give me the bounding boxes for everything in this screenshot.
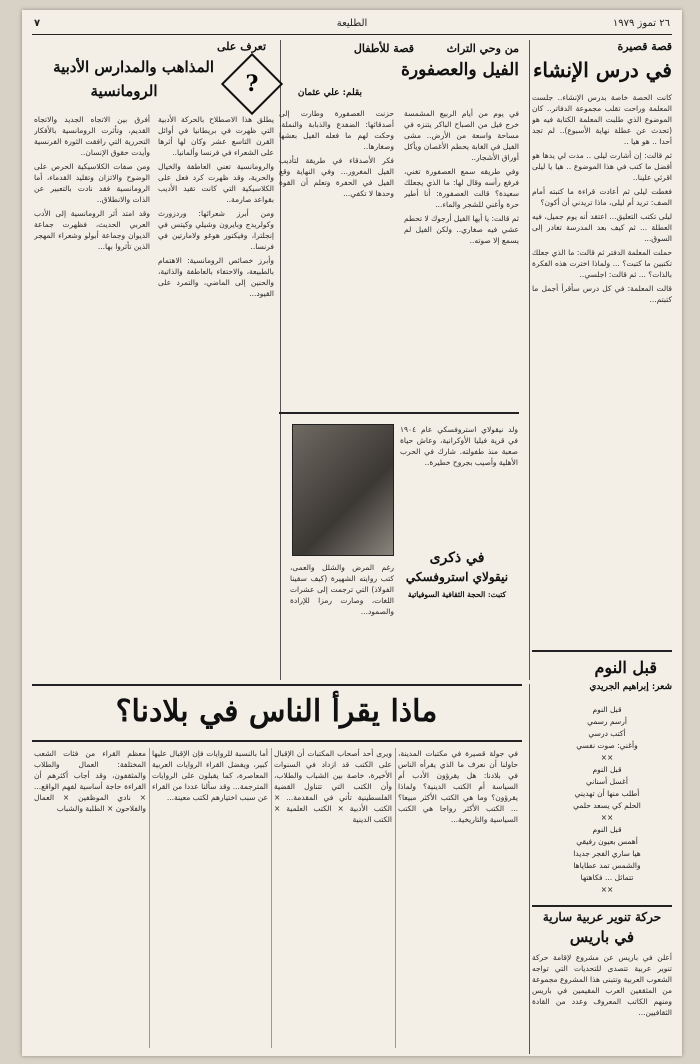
left-subtitle: الرومانسية — [90, 82, 158, 100]
poem-line: ×× — [600, 885, 614, 894]
center-author: بقلم: علي عثمان — [297, 88, 362, 98]
poem-line: أهمس بعيون رفيقي — [576, 837, 638, 846]
story-paragraph: وفي طريقه سمع العصفورة تغني، فرفع رأسه وقال لها: ما الذي يجعلك سعيدة؟ قالت العصفورة: أنا أطير حرة وأغني للشجر والماء... — [404, 167, 519, 209]
bottom-column — [398, 748, 518, 1048]
divider — [32, 740, 522, 742]
poem-line: أغسل أسناني — [585, 777, 628, 786]
story-paragraph: ثم قالت: يا أيها الفيل أرجوك لا تحطم عشي فيه صغاري.. ولكن الفيل لم يسمع إلا صوته.. — [404, 214, 519, 245]
center-body-left — [279, 108, 394, 408]
bottom-paragraph: في جولة قصيرة في مكتبات المدينة، حاولنا أن نعرف ما الذي يقرأه الناس في بلادنا: هل يقرؤون الأدب أم السياسة أم الكتب الدينية؟ ولماذا يقرؤون؟ وما هي الكتب الأكثر مبيعا؟ ... الكتب الأكثر رواجا هي الكتب السياسية والتاريخية... — [398, 749, 518, 824]
bottom-paragraph: ويرى أحد أصحاب المكتبات أن الإقبال على الكتب قد ازداد في السنوات الأخيرة، خاصة بين الشباب والطلاب، وأن الكتب التي تتناول القضية الفلسطينية تأتي في المقدمة... × الكتب الأدبية × الكتب العلمية × الكتب الدينية — [274, 749, 392, 824]
center-series: قصة للأطفال — [353, 42, 414, 55]
poem-line: ×× — [600, 753, 614, 762]
story-paragraph: حملت المعلمة الدفتر ثم قالت: ما الذي جعلك تكتبين ما كتبت؟ ... ولماذا اخترت هذه الفكرة بالذات؟ ... ثم قالت: اجلسي.. — [532, 248, 672, 279]
divider — [279, 412, 519, 414]
poem-line: الحلم كي يسعد حلمي — [573, 801, 641, 810]
article-paragraph: ومن صفات الكلاسيكية الحرص على الوضوح والاتزان وتقليد القدماء، أما الرومانسية فقد نادت بالتعبير عن الذات والانطلاق.. — [34, 162, 150, 204]
poem-line: تتماثل ... فكاهتها — [580, 873, 634, 882]
story-paragraph: في يوم من أيام الربيع المشمسة خرج فيل من الصباح الباكر يتنزه في مساحة واسعة من الأرض.. مشى الفيل في الغابة يحطم الأغصان ويأكل أوراق الأشجار.. — [404, 109, 519, 162]
article-paragraph: أفرق بين الاتجاه الجديد والاتجاه القديم، وتأثرت الرومانسية بالأفكار التحررية التي رافقت الثورة الفرنسية وأيدت حقوق الإنسان.. — [34, 115, 150, 157]
left-body-b — [34, 114, 150, 674]
poem-line: ×× — [600, 813, 614, 822]
poem-line: قبل النوم — [592, 705, 622, 714]
issue-date: ٢٦ تموز ١٩٧٩ — [612, 18, 670, 29]
portrait-photo — [292, 424, 394, 556]
poem — [542, 704, 672, 896]
story-paragraph: ليلى تكتب التعليق... اعتقد أنه يوم جميل، فيه العطلة ... ثم كيف بعد المدرسة تغادر إلى السوق... — [532, 212, 672, 243]
question-mark-icon: ? — [221, 53, 283, 115]
story-paragraph: فكر الأصدقاء في طريقة لتأديب الفيل المغرور... وفي النهاية وقع الفيل في الحفرة وتعلم أن القوة وحدها لا تكفي... — [279, 156, 394, 198]
center-body-right — [404, 108, 519, 408]
bottom-paragraph: معظم القراء من فئات الشعب المختلفة: العمال والطلاب والمثقفون، وقد أجاب أكثرهم أن القراءة حاجة أساسية لفهم الواقع... × نادي الموظفين × العمال والفلاحون × الطلبة والشباب — [34, 749, 146, 813]
paris-title: في باريس — [569, 928, 635, 946]
story-body — [532, 92, 672, 492]
column-divider — [271, 748, 272, 1048]
newspaper-name: الطليعة — [336, 18, 368, 29]
bottom-column — [152, 748, 268, 1048]
article-paragraph: وأبرز خصائص الرومانسية: الاهتمام بالطبيعة، والاحتفاء بالعاطفة والذاتية، والحنين إلى الماضي، والتمرد على القيود... — [158, 256, 274, 298]
memorial-author: كتبت: الحجة الثقافية السوفياتية — [407, 590, 507, 599]
center-title: الفيل والعصفورة — [401, 60, 519, 80]
article-paragraph: ومن أبرز شعرائها: وردزورث وكولريدج وبايرون وشيلي وكيتس في إنجلترا، وفيكتور هوغو ولامارتين في فرنسا.. — [158, 209, 274, 251]
poem-author: شعر: إبراهيم الجريدي — [589, 682, 672, 692]
column-divider — [395, 748, 396, 1048]
story-paragraph: قالت المعلمة: في كل درس سأقرأ أجمل ما كتبتم... — [532, 284, 672, 304]
poem-line: أكتب درسي — [588, 729, 626, 738]
bottom-column — [34, 748, 146, 1048]
poem-title: قبل النوم — [594, 658, 657, 677]
bottom-paragraph: أما بالنسبة للروايات فإن الإقبال عليها كبير، ويفضل القراء الروايات العربية المعاصرة، كما يقبلون على الروايات المترجمة... وقد سألنا عددا من القراء عن سبب اختيارهم لكتب معينة... — [152, 749, 268, 802]
story-kicker: قصة قصيرة — [617, 40, 672, 53]
center-kicker: من وحي التراث — [446, 42, 519, 55]
bottom-headline: ماذا يقرأ الناس في بلادنا؟ — [115, 694, 438, 729]
page-header — [32, 16, 672, 35]
left-kicker: تعرف على — [217, 40, 267, 53]
divider — [532, 650, 672, 652]
memorial-body-a — [400, 424, 518, 548]
newspaper-page — [22, 10, 682, 1056]
poem-line: أرسم رسمي — [587, 717, 627, 726]
bottom-column — [274, 748, 392, 1048]
poem-line: وأغني: صوت نفسي — [576, 741, 638, 750]
memorial-name: نيقولاي استروفسكي — [405, 570, 509, 584]
column-divider — [529, 40, 530, 680]
paris-paragraph: أعلن في باريس عن مشروع لإقامة حركة تنوير عربية تتصدى للتحديات التي تواجه الشعوب العربية وتتبنى هذا المشروع مجموعة من المثقفين العرب المقيمين في باريس ومنهم الكاتب المعروف وعدد من القادة الثقافيين... — [532, 953, 672, 1017]
poem-line: أطلب منها أن تهديني — [574, 789, 640, 798]
memorial-heading: في ذكرى — [429, 550, 485, 566]
poem-line: هيا ساري الفجر جديدا — [573, 849, 641, 858]
poem-line: والشمس تمد عطاياها — [573, 861, 641, 870]
memorial-paragraph: رغم المرض والشلل والعمى، كتب روايته الشهيرة (كيف سقينا الفولاذ) التي ترجمت إلى عشرات اللغات، وصارت رمزا للإرادة والصمود... — [290, 563, 394, 616]
story-paragraph: كانت الحصة خاصة بدرس الإنشاء.. جلست المعلمة وراحت تقلب مجموعة الدفاتر.. كان الموضوع الذي طلبت المعلمة الكتابة فيه هو (تحدث عن عطلة نهاية الأسبوع).. لم تجد أحدا .. هو هيا .. — [532, 93, 672, 146]
article-paragraph: وقد امتد أثر الرومانسية إلى الأدب العربي الحديث، فظهرت جماعة الديوان وجماعة أبولو وشعراء المهجر الذين تأثروا بها... — [34, 209, 150, 251]
story-title: في درس الإنشاء — [532, 58, 672, 82]
column-divider — [149, 748, 150, 1048]
paris-kicker: حركة تنوير عربية سارية — [542, 910, 662, 924]
poem-line: قبل النوم — [592, 825, 622, 834]
divider — [32, 684, 522, 686]
story-paragraph: ثم قالت: إن أشارت ليلى .. مدت لي يدها هو أفضل ما كتب في هذا الموضوع .. هيا يا ليلى اقرئي علينا.. — [532, 151, 672, 182]
column-divider — [529, 684, 530, 1054]
left-title: المذاهب والمدارس الأدبية — [53, 58, 214, 76]
story-paragraph: حزنت العصفورة وطارت إلى أصدقائها: الضفدع والذبابة والنملة، وحكت لهم ما فعله الفيل بعشها وصغارها.. — [279, 109, 394, 151]
memorial-body-b — [290, 562, 394, 672]
memorial-paragraph: ولد نيقولاي استروفسكي عام ١٩٠٤ في قرية فيليا الأوكرانية، وعاش حياة صعبة منذ طفولته. شارك في الحرب الأهلية وأصيب بجروح خطيرة.. — [400, 425, 518, 467]
article-paragraph: يطلق هذا الاصطلاح بالحركة الأدبية التي ظهرت في بريطانيا في أوائل القرن التاسع عشر وكان لها أثرها على الشعراء في فرنسا وألمانيا.. — [158, 115, 274, 157]
left-body-a — [158, 114, 274, 674]
page-number: ٧ — [34, 18, 41, 29]
article-paragraph: والرومانسية تعني العاطفة والخيال والحرية، وقد ظهرت كرد فعل على الكلاسيكية التي كانت تقيد الأديب بقواعد صارمة.. — [158, 162, 274, 204]
paris-body — [532, 952, 672, 1044]
divider — [532, 905, 672, 907]
poem-line: قبل النوم — [592, 765, 622, 774]
story-paragraph: فغطت ليلى ثم أعادت قراءة ما كتبته أمام الصف: تريد أم ليلى، ماذا تريدني أن أكون؟ — [532, 187, 672, 207]
